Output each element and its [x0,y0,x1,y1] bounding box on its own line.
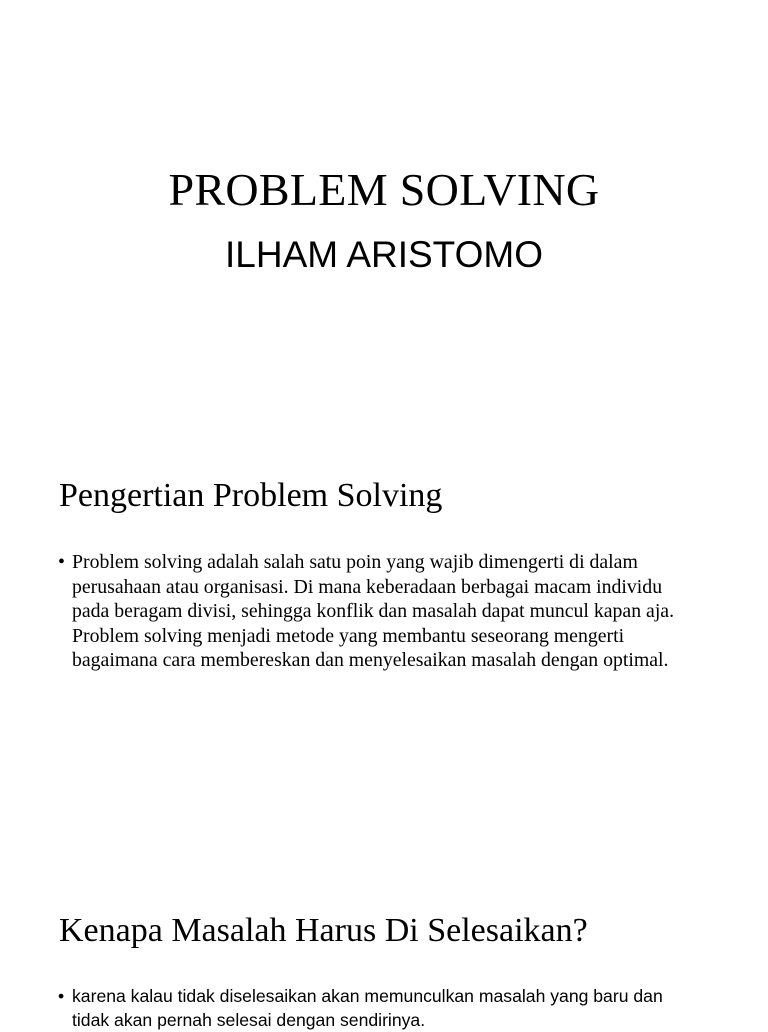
title-slide [0,0,768,420]
presentation-title: PROBLEM SOLVING [168,164,600,215]
definition-slide [0,430,768,850]
bullet-item: • karena kalau tidak diselesaikan akan memunculkan masalah yang baru dan tidak akan pernah selesai dengan sendirinya. [58,984,698,1032]
slide-heading: Pengertian Problem Solving [59,477,443,514]
bullet-item: • Problem solving adalah salah satu poin yang wajib dimengerti di dalam perusahaan atau organisasi. Di mana keberadaan berbagai macam individu pada beragam divisi, sehingga konflik dan masalah dapat muncul kapan aja. Problem solving menjadi metode yang membantu seseorang mengerti bagaimana cara membereskan dan menyelesaikan masalah dengan optimal. [58,550,698,673]
bullet-list [58,550,698,673]
slide-heading: Kenapa Masalah Harus Di Selesaikan? [59,912,588,949]
reason-slide [0,860,768,1030]
bullet-list [58,984,698,1032]
presentation-author: ILHAM ARISTOMO [225,234,543,275]
